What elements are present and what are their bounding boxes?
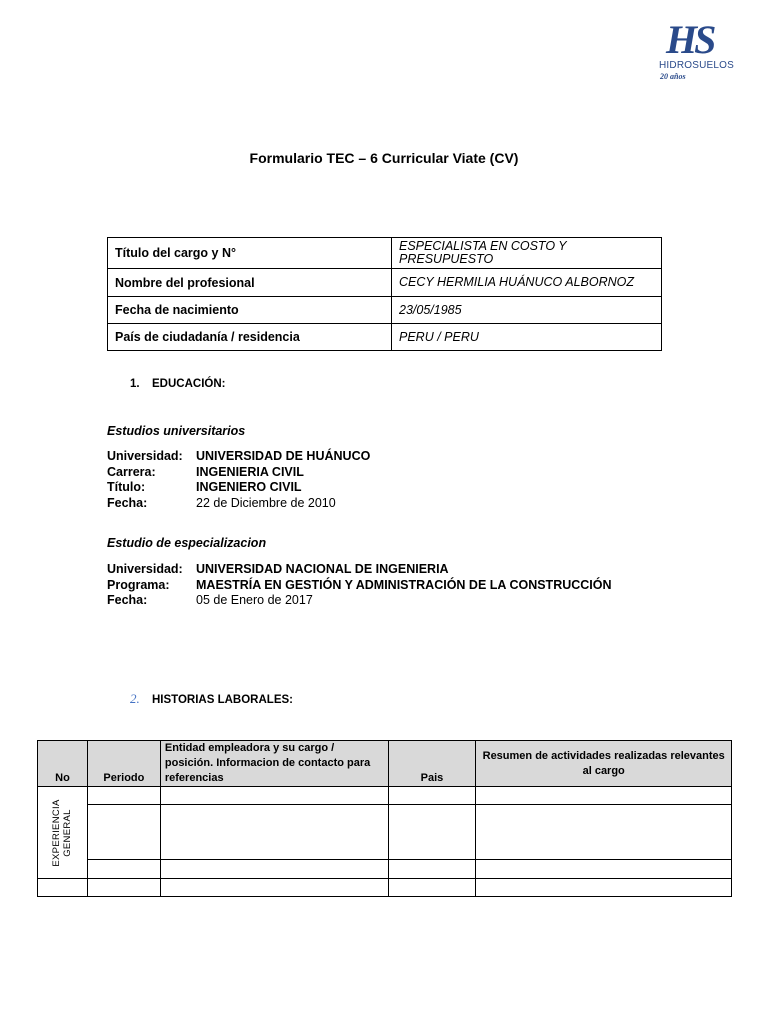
column-header-no: No bbox=[38, 741, 88, 787]
list-item bbox=[107, 578, 612, 594]
university-studies-list bbox=[107, 449, 370, 511]
position-title-value: ESPECIALISTA EN COSTO Y PRESUPUESTO bbox=[392, 238, 662, 269]
specialization-list bbox=[107, 562, 612, 609]
table-cell bbox=[476, 787, 732, 805]
column-header-employer: Entidad empleadora y su cargo / posición. Informacion de contacto para referencias bbox=[160, 741, 388, 787]
list-item bbox=[107, 562, 612, 578]
table-row bbox=[38, 860, 732, 879]
table-cell bbox=[476, 805, 732, 860]
table-row bbox=[38, 879, 732, 897]
spec-university-key: Universidad: bbox=[107, 562, 183, 576]
section-title: HISTORIAS LABORALES: bbox=[152, 694, 293, 706]
spec-date-key: Fecha: bbox=[107, 593, 148, 607]
list-item bbox=[107, 496, 370, 512]
work-history-table bbox=[37, 740, 732, 897]
program-key: Programa: bbox=[107, 577, 170, 592]
table-row bbox=[108, 269, 662, 297]
logo-mark: HS bbox=[666, 17, 714, 62]
career-value: INGENIERIA CIVIL bbox=[196, 464, 304, 479]
spec-university-value: UNIVERSIDAD NACIONAL DE INGENIERIA bbox=[196, 562, 449, 576]
logo-anniversary-text: 20 años bbox=[660, 72, 686, 81]
table-cell bbox=[388, 787, 476, 805]
date-value: 22 de Diciembre de 2010 bbox=[196, 495, 336, 510]
professional-name-label: Nombre del profesional bbox=[108, 269, 392, 297]
table-cell bbox=[160, 879, 388, 897]
table-row bbox=[108, 238, 662, 269]
table-cell bbox=[476, 860, 732, 879]
candidate-info-table bbox=[107, 237, 662, 351]
company-logo bbox=[656, 18, 738, 88]
citizenship-value: PERU / PERU bbox=[392, 324, 662, 351]
table-cell bbox=[87, 787, 160, 805]
table-cell bbox=[87, 860, 160, 879]
logo-brand-text: HIDROSUELOS bbox=[659, 60, 734, 71]
column-header-period: Periodo bbox=[87, 741, 160, 787]
table-row bbox=[108, 324, 662, 351]
degree-key: Título: bbox=[107, 480, 146, 494]
general-experience-label: EXPERIENCIA GENERAL bbox=[51, 798, 74, 867]
work-history-section-heading bbox=[130, 691, 293, 707]
table-cell bbox=[87, 805, 160, 860]
position-title-label: Título del cargo y N° bbox=[108, 238, 392, 269]
table-cell bbox=[388, 879, 476, 897]
table-cell bbox=[160, 805, 388, 860]
table-header-row bbox=[38, 741, 732, 787]
section-number: 1. bbox=[130, 378, 140, 390]
list-item bbox=[107, 465, 370, 481]
section-title: EDUCACIÓN: bbox=[152, 378, 226, 390]
table-cell bbox=[160, 860, 388, 879]
birth-date-value: 23/05/1985 bbox=[392, 297, 662, 324]
table-cell bbox=[476, 879, 732, 897]
program-value: MAESTRÍA EN GESTIÓN Y ADMINISTRACIÓN DE LA CONSTRUCCIÓN bbox=[196, 577, 612, 592]
table-row bbox=[38, 805, 732, 860]
education-section-heading bbox=[130, 378, 225, 390]
section-number: 2. bbox=[130, 691, 140, 706]
university-value: UNIVERSIDAD DE HUÁNUCO bbox=[196, 449, 371, 463]
specialization-heading: Estudio de especializacion bbox=[107, 536, 267, 550]
table-cell bbox=[388, 805, 476, 860]
spec-date-value: 05 de Enero de 2017 bbox=[196, 593, 313, 607]
professional-name-value: CECY HERMILIA HUÁNUCO ALBORNOZ bbox=[392, 269, 662, 297]
birth-date-label: Fecha de nacimiento bbox=[108, 297, 392, 324]
column-header-summary: Resumen de actividades realizadas relevantes al cargo bbox=[476, 741, 732, 787]
table-cell bbox=[160, 787, 388, 805]
date-key: Fecha: bbox=[107, 495, 148, 510]
career-key: Carrera: bbox=[107, 464, 156, 479]
list-item bbox=[107, 593, 612, 609]
table-cell bbox=[388, 860, 476, 879]
column-header-country: Pais bbox=[388, 741, 476, 787]
table-row bbox=[38, 787, 732, 805]
citizenship-label: País de ciudadanía / residencia bbox=[108, 324, 392, 351]
table-row bbox=[108, 297, 662, 324]
general-experience-cell bbox=[38, 787, 88, 879]
university-studies-heading: Estudios universitarios bbox=[107, 424, 246, 438]
university-key: Universidad: bbox=[107, 449, 183, 463]
list-item bbox=[107, 480, 370, 496]
table-cell bbox=[87, 879, 160, 897]
table-cell bbox=[38, 879, 88, 897]
degree-value: INGENIERO CIVIL bbox=[196, 480, 302, 494]
page-title: Formulario TEC – 6 Curricular Viate (CV) bbox=[249, 150, 519, 166]
list-item bbox=[107, 449, 370, 465]
